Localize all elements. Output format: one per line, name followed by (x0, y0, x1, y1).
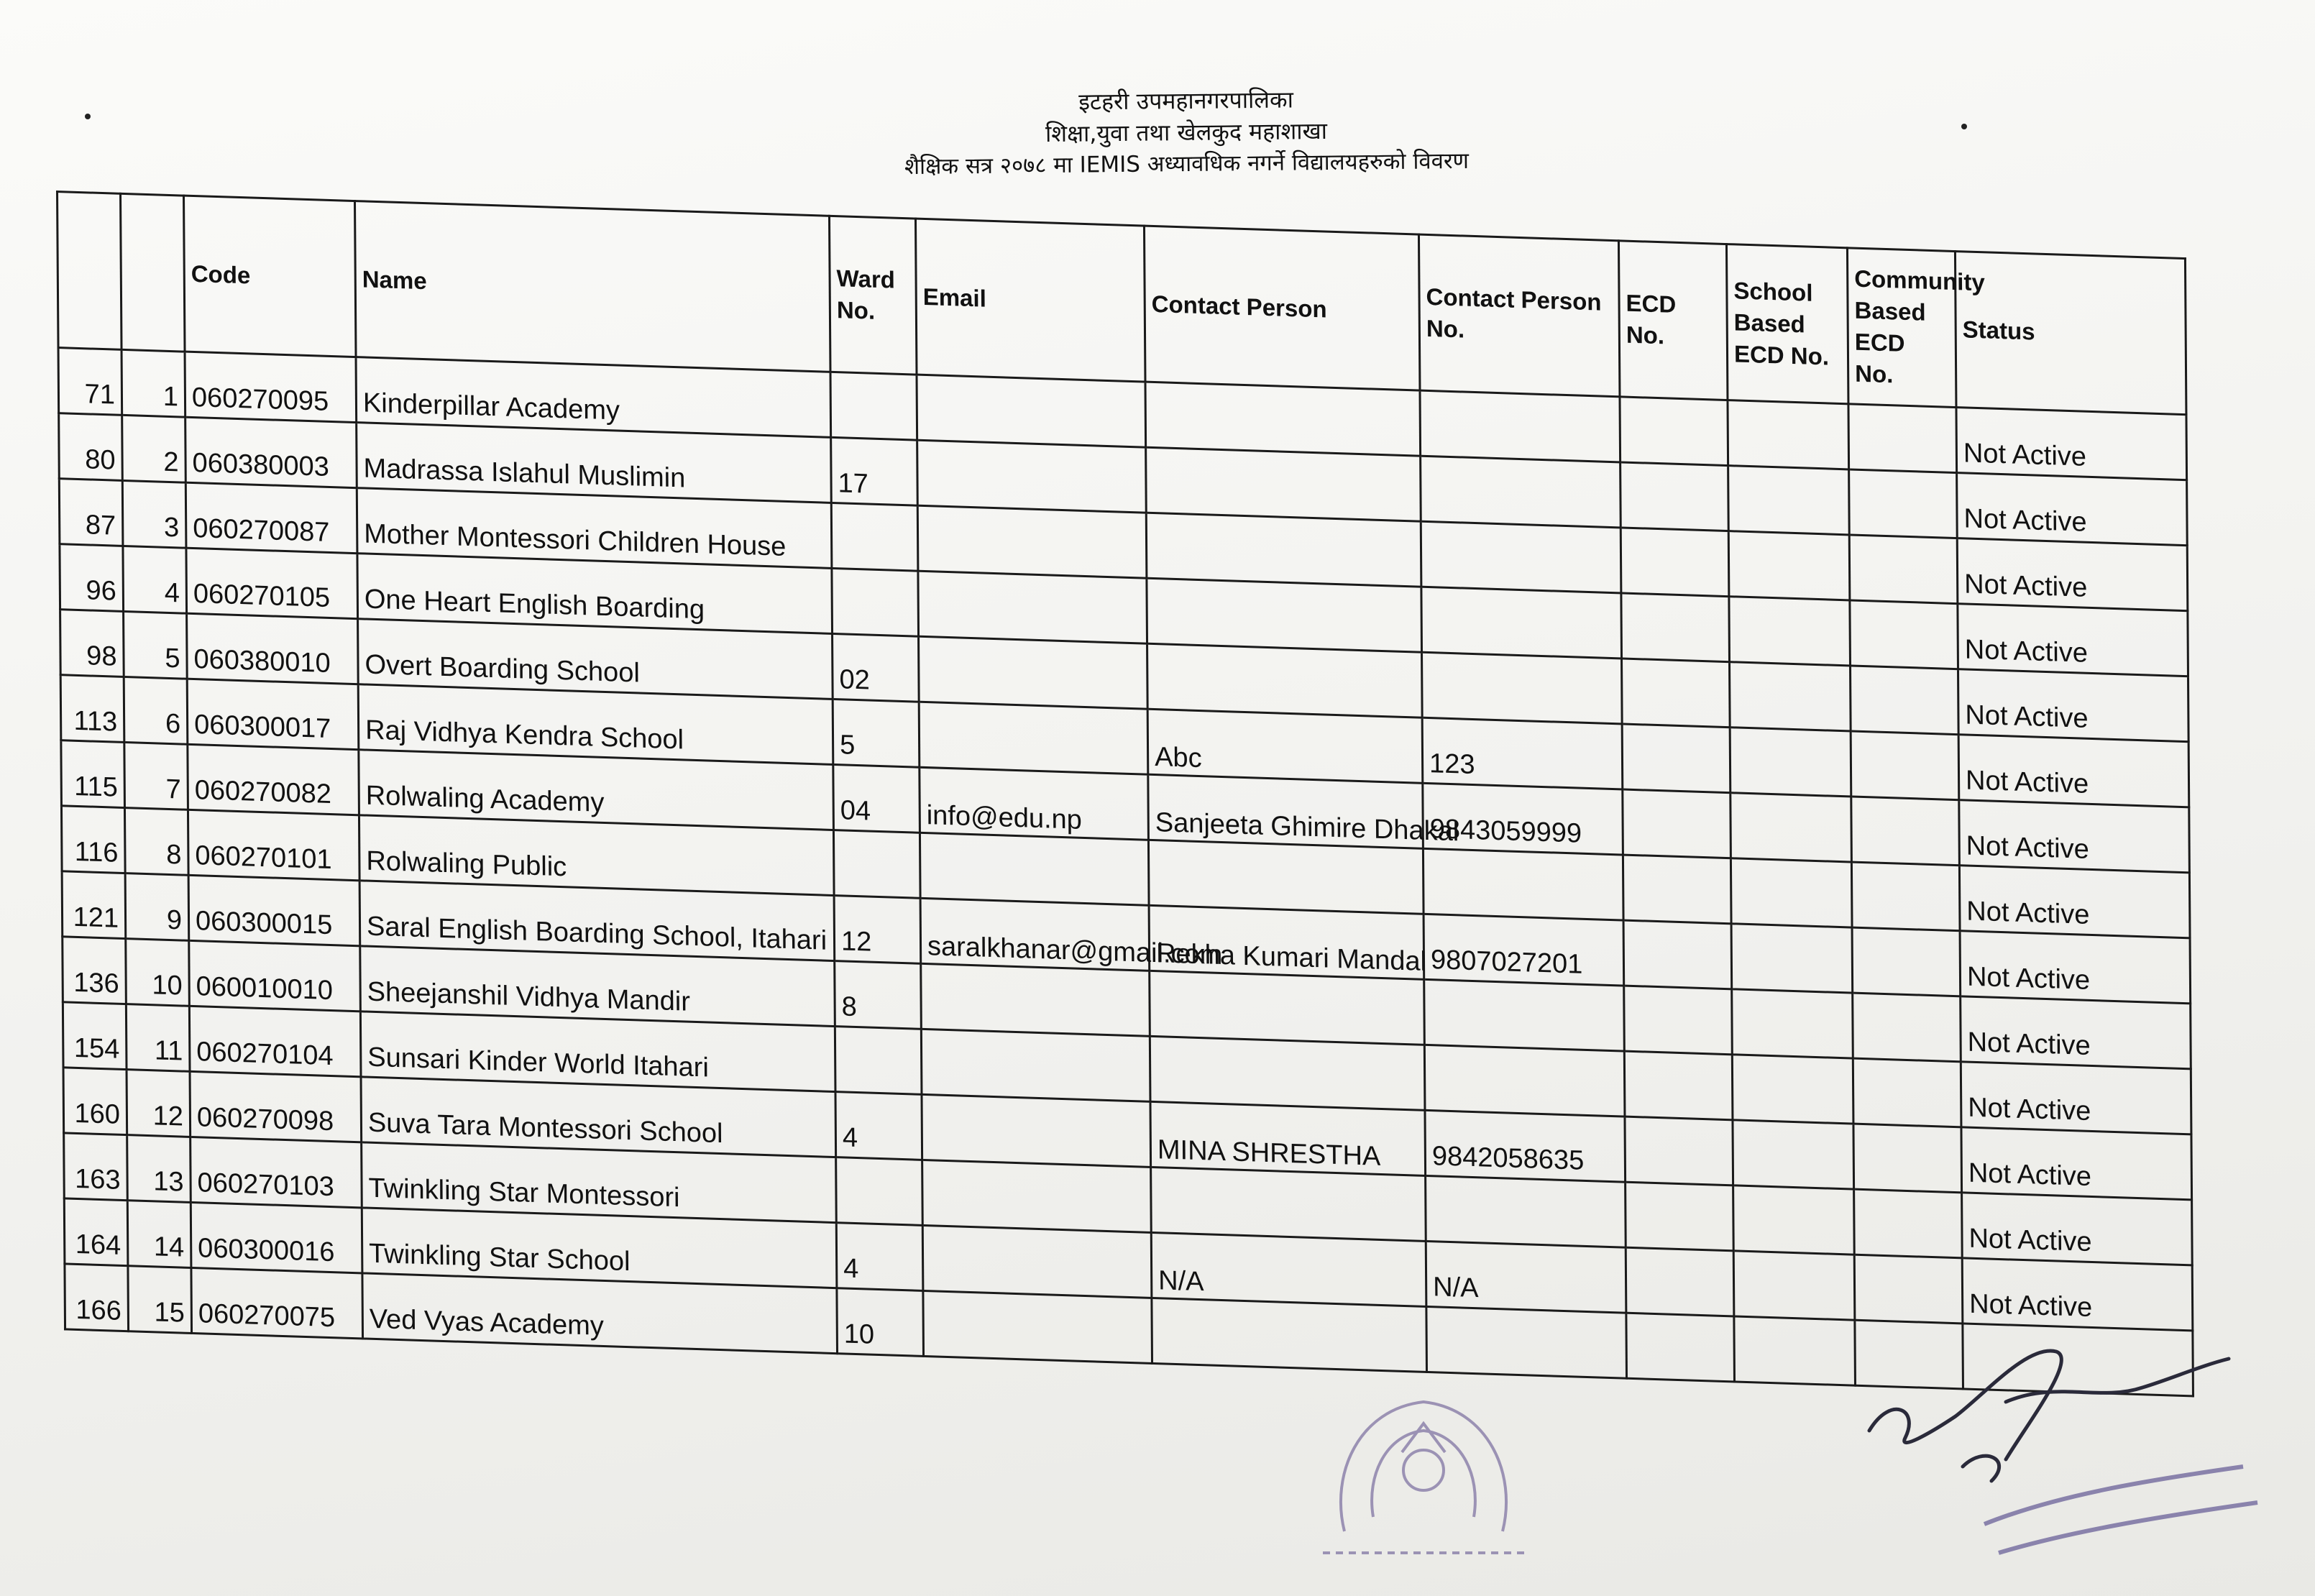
contact-person-cell (1150, 971, 1425, 1045)
ecd-cell (1626, 1247, 1734, 1316)
serial-a-cell: 160 (63, 1068, 127, 1135)
status-cell: Not Active (1956, 408, 2187, 480)
community-ecd-cell (1849, 535, 1958, 604)
ecd-cell (1623, 789, 1731, 858)
serial-b-cell: 1 (122, 349, 185, 417)
ecd-cell (1624, 1051, 1733, 1120)
status-cell: Not Active (1961, 996, 2191, 1069)
serial-a-cell: 116 (61, 806, 125, 873)
community-ecd-cell (1853, 1124, 1962, 1193)
code-cell: 060380003 (185, 417, 357, 488)
ecd-cell (1626, 1313, 1735, 1382)
serial-b-cell: 4 (123, 546, 187, 613)
school-ecd-cell (1728, 400, 1849, 469)
contact-person-cell: Abc (1147, 709, 1423, 783)
name-cell: Sunsari Kinder World Itahari (360, 1012, 835, 1092)
code-cell: 060270104 (189, 1006, 361, 1077)
code-cell: 060270105 (186, 548, 358, 619)
community-ecd-cell (1851, 797, 1960, 866)
header-code: Code (184, 196, 357, 357)
name-cell: Twinkling Star School (362, 1208, 837, 1288)
ward-cell: 10 (837, 1288, 924, 1357)
community-ecd-cell (1852, 927, 1961, 996)
speck-mark (1961, 124, 1967, 129)
community-ecd-cell (1854, 1255, 1963, 1324)
ward-cell: 17 (831, 437, 918, 505)
ward-cell (832, 568, 919, 636)
serial-b-cell: 10 (126, 939, 190, 1006)
status-cell: Not Active (1960, 931, 2191, 1004)
ecd-cell (1622, 659, 1730, 728)
school-ecd-cell (1733, 1185, 1855, 1255)
header-contact-number: Contact Person No. (1418, 234, 1620, 397)
school-ecd-cell (1730, 858, 1852, 927)
header-serial-b (121, 193, 185, 352)
contact-number-cell (1420, 390, 1621, 462)
serial-b-cell: 7 (124, 742, 188, 810)
serial-a-cell: 121 (62, 871, 126, 939)
serial-b-cell: 15 (128, 1266, 192, 1334)
heading-line-title: शैक्षिक सत्र २०७८ मा IEMIS अध्यावधिक नगर्ने विद्यालयहरुको विवरण (904, 147, 1470, 180)
email-cell (922, 1225, 1152, 1298)
school-ecd-cell (1728, 531, 1850, 600)
status-cell: Not Active (1959, 800, 2190, 873)
name-cell: Twinkling Star Montessori (362, 1142, 837, 1223)
name-cell: One Heart English Boarding (357, 554, 833, 634)
contact-person-cell (1150, 1036, 1425, 1110)
name-cell: Rolwaling Public (359, 815, 834, 896)
school-ecd-cell (1732, 1055, 1853, 1124)
status-cell: Not Active (1959, 866, 2190, 938)
ward-cell: 04 (833, 764, 920, 833)
header-email: Email (915, 219, 1145, 382)
serial-a-cell: 166 (65, 1264, 129, 1331)
community-ecd-cell (1851, 731, 1959, 800)
ecd-cell (1623, 920, 1732, 989)
status-cell: Not Active (1957, 473, 2188, 546)
name-cell: Saral English Boarding School, Itahari (359, 881, 835, 961)
contact-number-cell: 9807027201 (1424, 914, 1624, 986)
code-cell: 060270082 (188, 744, 359, 815)
contact-number-cell (1423, 848, 1623, 920)
serial-b-cell: 2 (122, 415, 186, 482)
header-community-ecd: Community Based ECD No. (1847, 248, 1956, 408)
status-cell: Not Active (1961, 1062, 2191, 1134)
ward-cell (833, 830, 920, 899)
contact-number-cell: N/A (1426, 1241, 1626, 1313)
community-ecd-cell (1850, 600, 1958, 669)
serial-a-cell: 136 (63, 937, 127, 1004)
status-cell: Not Active (1958, 669, 2189, 742)
email-cell (917, 505, 1147, 578)
serial-b-cell: 9 (125, 873, 189, 941)
serial-b-cell: 8 (124, 808, 188, 876)
status-cell: Not Active (1957, 538, 2188, 611)
name-cell: Madrassa Islahul Muslimin (357, 423, 832, 503)
name-cell: Sheejanshil Vidhya Mandir (360, 946, 835, 1027)
header-ward: Ward No. (829, 216, 917, 375)
school-ecd-cell (1730, 728, 1851, 797)
email-cell (917, 440, 1147, 513)
serial-b-cell: 12 (127, 1070, 191, 1137)
ecd-cell (1626, 1182, 1734, 1251)
school-ecd-cell (1731, 924, 1853, 993)
official-signature (1840, 1316, 2272, 1574)
contact-number-cell: 9843059999 (1423, 783, 1623, 855)
header-contact-person: Contact Person (1144, 226, 1420, 390)
email-cell (920, 833, 1149, 905)
header-status: Status (1955, 252, 2186, 415)
schools-table (56, 191, 2194, 1398)
school-ecd-cell (1730, 793, 1852, 862)
contact-number-cell (1421, 456, 1621, 528)
serial-b-cell: 3 (122, 480, 186, 548)
email-cell (921, 1029, 1150, 1101)
email-cell (921, 963, 1150, 1036)
status-cell: Not Active (1958, 604, 2188, 677)
contact-person-cell (1145, 382, 1421, 456)
code-cell: 060300016 (191, 1202, 362, 1273)
ecd-cell (1625, 1116, 1733, 1185)
ward-cell: 5 (833, 699, 920, 767)
contact-number-cell: 123 (1422, 717, 1623, 789)
ward-cell: 8 (835, 961, 922, 1029)
contact-person-cell (1146, 513, 1421, 587)
heading-line-division: शिक्षा,युवा तथा खेलकुद महाशाखा (1045, 116, 1328, 148)
community-ecd-cell (1851, 862, 1960, 931)
school-ecd-cell (1729, 597, 1851, 666)
ecd-cell (1620, 397, 1728, 466)
ward-cell (831, 503, 918, 571)
serial-a-cell: 80 (59, 413, 123, 481)
serial-b-cell: 14 (127, 1201, 191, 1268)
serial-a-cell: 154 (63, 1002, 127, 1070)
name-cell: Kinderpillar Academy (356, 357, 831, 438)
code-cell: 060270087 (185, 482, 357, 554)
code-cell: 060300015 (188, 875, 360, 946)
name-cell: Mother Montessori Children House (357, 488, 832, 569)
community-ecd-cell (1853, 993, 1961, 1062)
email-cell (922, 1094, 1151, 1167)
serial-b-cell: 11 (126, 1004, 190, 1072)
contact-number-cell (1424, 1045, 1625, 1116)
school-ecd-cell (1733, 1251, 1855, 1320)
ward-cell: 02 (833, 633, 920, 702)
serial-b-cell: 5 (124, 611, 188, 679)
name-cell: Ved Vyas Academy (362, 1273, 838, 1354)
contact-person-cell: Sanjeeta Ghimire Dhakal (1148, 774, 1424, 848)
contact-number-cell (1421, 521, 1621, 593)
ecd-cell (1621, 593, 1730, 662)
email-cell (917, 375, 1146, 447)
contact-person-cell (1147, 578, 1422, 652)
contact-person-cell: MINA SHRESTHA (1150, 1101, 1426, 1175)
code-cell: 060270101 (188, 810, 359, 881)
ward-cell (830, 372, 917, 440)
ward-cell: 4 (835, 1092, 922, 1160)
school-ecd-cell (1733, 1120, 1854, 1189)
name-cell: Overt Boarding School (358, 619, 833, 700)
contact-number-cell (1426, 1175, 1626, 1247)
ecd-cell (1624, 986, 1733, 1055)
header-ecd: ECD No. (1618, 241, 1728, 400)
contact-person-cell: Rekha Kumari Mandal (1149, 905, 1424, 979)
status-cell: Not Active (1961, 1127, 2192, 1200)
table-body (58, 348, 2193, 1396)
community-ecd-cell (1849, 469, 1958, 538)
contact-person-cell (1151, 1167, 1426, 1241)
ecd-cell (1621, 462, 1729, 531)
schools-table-wrapper (56, 191, 2250, 1399)
email-cell: saralkhanar@gmail.com (920, 898, 1150, 971)
contact-number-cell (1422, 652, 1623, 724)
email-cell (919, 636, 1148, 709)
code-cell: 060270095 (185, 352, 357, 423)
header-school-ecd: School Based ECD No. (1726, 244, 1848, 404)
ecd-cell (1621, 528, 1729, 597)
code-cell: 060300017 (187, 679, 359, 750)
community-ecd-cell (1853, 1058, 1961, 1127)
email-cell (923, 1290, 1152, 1363)
serial-a-cell: 113 (60, 675, 124, 743)
contact-person-cell (1146, 447, 1421, 521)
email-cell (919, 702, 1148, 774)
school-ecd-cell (1730, 662, 1851, 731)
header-name: Name (355, 201, 830, 372)
serial-a-cell: 115 (61, 740, 125, 808)
speck-mark (85, 114, 91, 119)
status-cell: Not Active (1962, 1258, 2193, 1331)
contact-person-cell (1148, 840, 1424, 914)
community-ecd-cell (1854, 1189, 1963, 1258)
community-ecd-cell (1851, 666, 1959, 735)
code-cell: 060270075 (191, 1267, 363, 1339)
serial-a-cell: 163 (64, 1133, 128, 1201)
contact-person-cell: N/A (1151, 1232, 1426, 1306)
email-cell: info@edu.np (920, 767, 1149, 840)
name-cell: Suva Tara Montessori School (361, 1077, 836, 1157)
ward-cell (836, 1157, 923, 1226)
email-cell (918, 571, 1147, 643)
serial-b-cell: 6 (124, 677, 188, 744)
ecd-cell (1622, 724, 1730, 793)
code-cell: 060270098 (190, 1071, 362, 1142)
serial-a-cell: 164 (64, 1198, 128, 1266)
contact-person-cell (1147, 643, 1423, 717)
status-cell: Not Active (1962, 1193, 2193, 1265)
school-ecd-cell (1734, 1316, 1856, 1385)
contact-number-cell: 9842058635 (1425, 1110, 1626, 1182)
office-seal (1280, 1352, 1567, 1589)
document-heading (790, 81, 1582, 184)
header-serial-a (58, 192, 122, 350)
name-cell: Raj Vidhya Kendra School (358, 684, 833, 765)
code-cell: 060380010 (187, 613, 359, 684)
ecd-cell (1623, 855, 1731, 924)
serial-a-cell: 71 (58, 348, 122, 416)
code-cell: 060010010 (189, 940, 361, 1012)
serial-b-cell: 13 (127, 1135, 191, 1203)
name-cell: Rolwaling Academy (359, 750, 834, 830)
ward-cell: 4 (836, 1223, 923, 1291)
status-cell: Not Active (1958, 735, 2189, 807)
heading-line-municipality: इटहरी उपमहानगरपालिका (1078, 86, 1294, 116)
serial-a-cell: 96 (60, 544, 124, 612)
ward-cell (835, 1027, 922, 1095)
serial-a-cell: 98 (60, 610, 124, 677)
school-ecd-cell (1732, 989, 1853, 1058)
contact-number-cell (1421, 587, 1622, 659)
ward-cell: 12 (834, 896, 921, 964)
school-ecd-cell (1728, 466, 1850, 535)
email-cell (922, 1160, 1152, 1232)
contact-number-cell (1424, 979, 1625, 1051)
code-cell: 060270103 (191, 1137, 362, 1208)
community-ecd-cell (1848, 404, 1957, 473)
serial-a-cell: 87 (59, 479, 123, 546)
